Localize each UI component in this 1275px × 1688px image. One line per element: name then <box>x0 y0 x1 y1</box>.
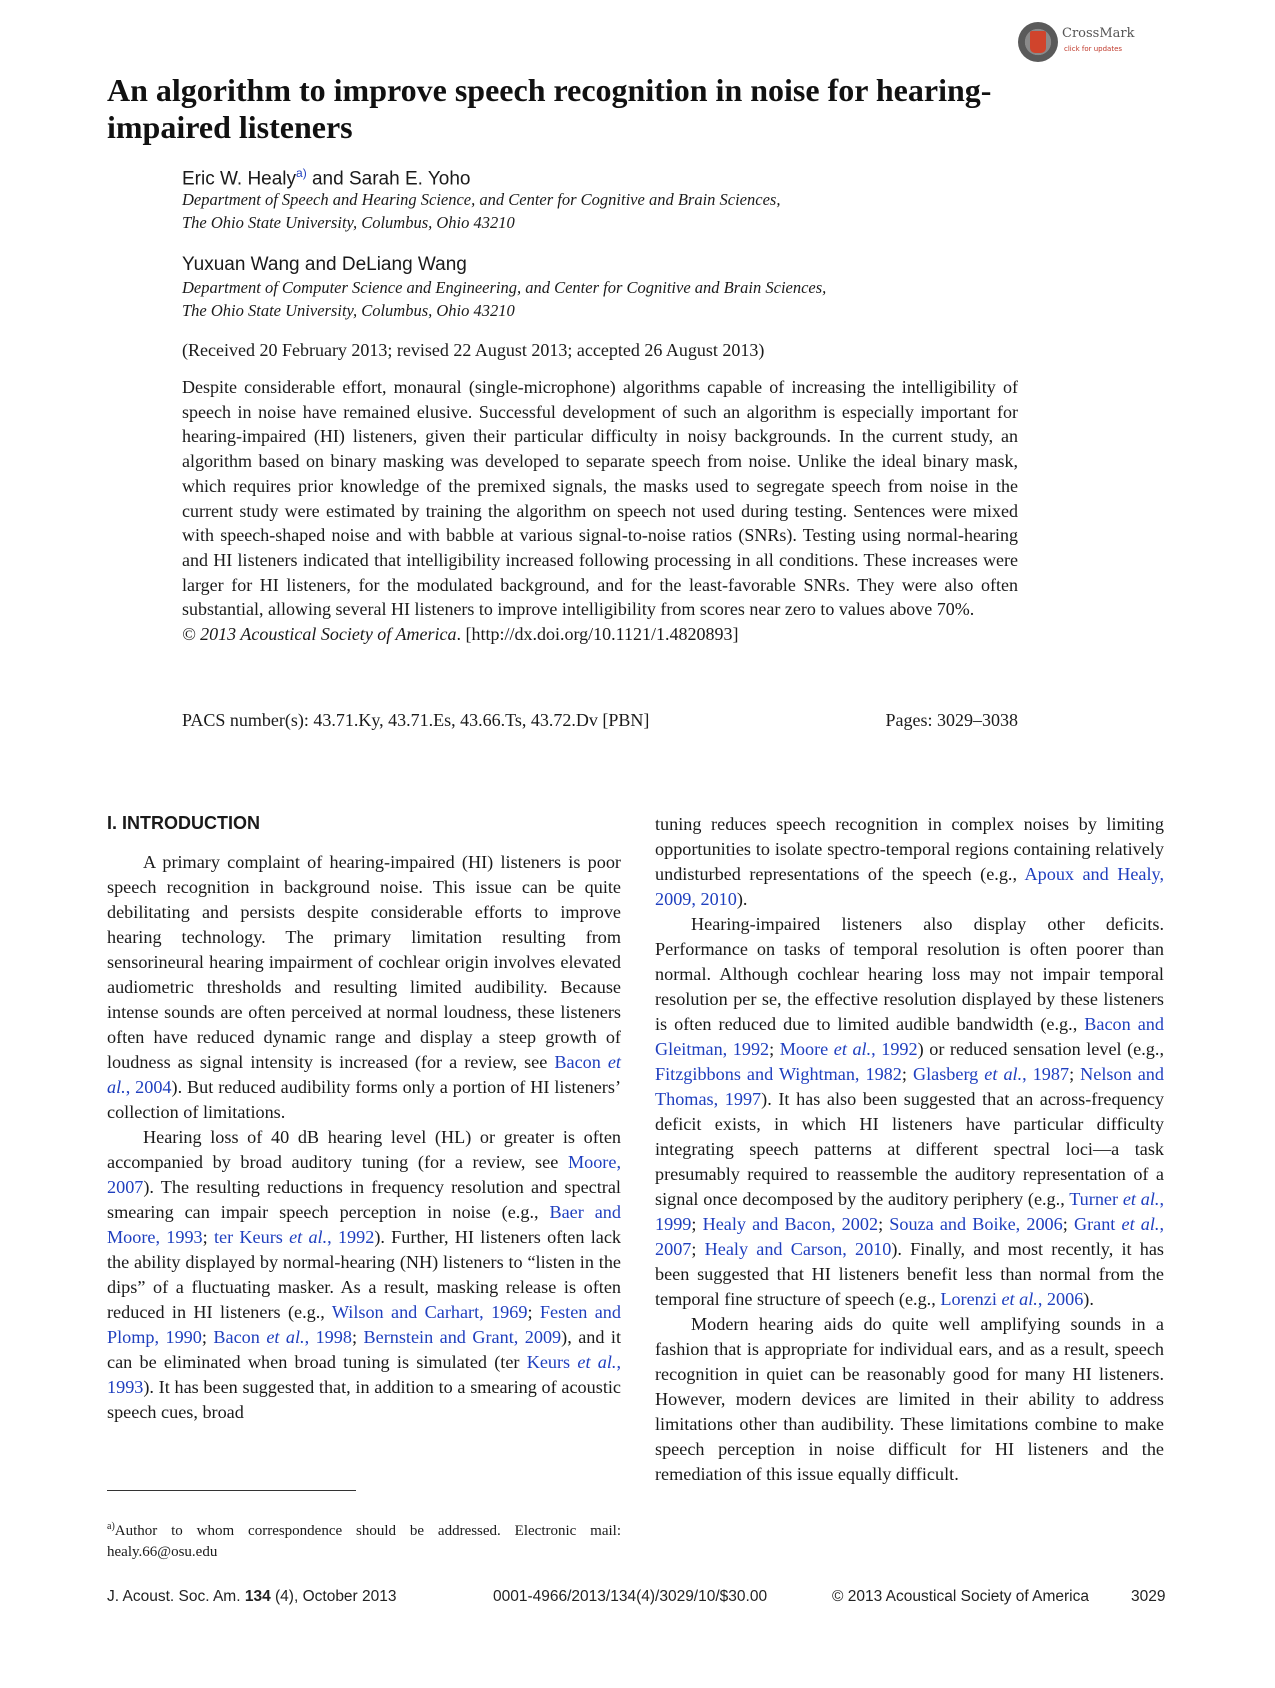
citation-link[interactable]: Keurs et al., 1993 <box>107 1352 621 1397</box>
author-names-1b: and Sarah E. Yoho <box>306 168 471 190</box>
abstract <box>182 375 1018 647</box>
footer-code: 0001-4966/2013/134(4)/3029/10/$30.00 <box>493 1588 768 1605</box>
citation-link[interactable]: Moore et al., 1992 <box>779 1039 918 1059</box>
received-dates: (Received 20 February 2013; revised 22 August 2013; accepted 26 August 2013) <box>182 340 765 360</box>
affiliation-1-dept: Department of Speech and Hearing Science, and Center for Cognitive and Brain Sciences, <box>182 190 781 209</box>
crossmark-sublabel: click for updates <box>1064 45 1123 53</box>
citation-link[interactable]: Souza and Boike, 2006 <box>889 1214 1063 1234</box>
citation-link[interactable]: Fitzgibbons and Wightman, 1982 <box>655 1064 902 1084</box>
page-range: Pages: 3029–3038 <box>885 710 1018 730</box>
crossmark-icon <box>1018 22 1058 62</box>
doi-link[interactable]: . [http://dx.doi.org/10.1121/1.4820893] <box>456 624 739 645</box>
citation-link[interactable]: Healy and Bacon, 2002 <box>702 1214 879 1234</box>
section-heading: I. INTRODUCTION <box>107 813 260 833</box>
citation-link[interactable]: Moore, 2007 <box>107 1152 621 1197</box>
citation-link[interactable]: Nelson and Thomas, 1997 <box>655 1064 1164 1109</box>
left-column <box>107 850 621 1425</box>
author-footnote-marker[interactable]: a) <box>296 166 307 180</box>
citation-link[interactable]: Bacon et al., 2004 <box>107 1052 621 1097</box>
footnote-marker: a) <box>107 1521 115 1532</box>
affiliation-2-dept: Department of Computer Science and Engineering, and Center for Cognitive and Brain Sciences, <box>182 278 827 297</box>
crossmark-label: CrossMark <box>1062 26 1135 41</box>
affiliation-1-univ: The Ohio State University, Columbus, Ohio 43210 <box>182 213 515 232</box>
crossmark-badge[interactable] <box>1018 20 1138 64</box>
affiliation-1 <box>182 188 1062 234</box>
author-names-1a: Eric W. Healy <box>182 168 297 190</box>
citation-link[interactable]: Bacon and Gleitman, 1992 <box>655 1014 1164 1059</box>
citation-link[interactable]: Wilson and Carhart, 1969 <box>331 1302 528 1322</box>
paragraph: Hearing-impaired listeners also display other deficits. Performance on tasks of temporal resolution is often poorer than normal. Although cochlear hearing loss may not impair temporal resolution per se, the effective resolution displayed by these listeners is often reduced due to limited audible bandwidth (e.g., Bacon and Gleitman, 1992; Moore et al., 1992) or reduced sensation level (e.g., Fitzgibbons and Wightman, 1982; Glasberg et al., 1987; Nelson and Thomas, 1997). It has also been suggested that an across-frequency deficit exists, in which HI listeners have particular difficulty integrating speech patterns at different spectral loci—a task presumably required to reassemble the auditory representation of a signal once decomposed by the auditory periphery (e.g., Turner et al., 1999; Healy and Bacon, 2002; Souza and Boike, 2006; Grant et al., 2007; Healy and Carson, 2010). Finally, and most recently, it has been suggested that HI listeners benefit less than normal from the temporal fine structure of speech (e.g., Lorenzi et al., 2006). <box>655 914 1165 1309</box>
paragraph: A primary complaint of hearing-impaired (HI) listeners is poor speech recognition in background noise. This issue can be quite debilitating and persists despite considerable efforts to improve hearing technology. The primary limitation resulting from sensorineural hearing impairment of cochlear origin involves elevated audiometric thresholds and resulting limited audibility. Because intense sounds are often perceived at normal loudness, these listeners often have reduced dynamic range and display a steep growth of loudness as signal intensity is increased (for a review, see Bacon et al., 2004). But reduced audibility forms only a portion of HI listeners’ collection of limitations. <box>107 852 621 1122</box>
abstract-copyright: © 2013 Acoustical Society of America <box>182 624 457 645</box>
citation-link[interactable]: ter Keurs et al., 1992 <box>213 1227 375 1247</box>
citation-link[interactable]: Glasberg et al., 1987 <box>912 1064 1070 1084</box>
citation-link[interactable]: Festen and Plomp, 1990 <box>107 1302 621 1347</box>
paragraph: Modern hearing aids do quite well amplifying sounds in a fashion that is appropriate for individual ears, and as a result, speech recognition in quiet can be reasonably good for many HI listeners. However, modern devices are limited in their ability to address limitations other than audibility. These limitations combine to make speech perception in noise difficult for HI listeners and the remediation of this issue equally difficult. <box>655 1314 1164 1484</box>
abstract-text: Despite considerable effort, monaural (single-microphone) algorithms capable of increasing the intelligibility of speech in noise have remained elusive. Successful development of such an algorithm is especially important for hearing-impaired (HI) listeners, given their particular difficulty in noisy backgrounds. In the current study, an algorithm based on binary masking was developed to separate speech from noise. Unlike the ideal binary mask, which requires prior knowledge of the premixed signals, the masks used to segregate speech from noise in the current study were estimated by training the algorithm on speech not used during testing. Sentences were mixed with speech-shaped noise and with babble at various signal-to-noise ratios (SNRs). Testing using normal-hearing and HI listeners indicated that intelligibility increased following processing in all conditions. These increases were larger for HI listeners, for the modulated background, and for the least-favorable SNRs. They were also often substantial, allowing several HI listeners to improve intelligibility from scores near zero to values above 70%. <box>182 377 1018 620</box>
page-number: 3029 <box>1131 1588 1166 1605</box>
footnote <box>107 1516 621 1563</box>
citation-link[interactable]: Baer and Moore, 1993 <box>107 1202 621 1247</box>
footnote-divider <box>107 1490 356 1491</box>
citation-link[interactable]: Turner et al., 1999 <box>655 1189 1164 1234</box>
affiliation-2 <box>182 276 1062 322</box>
affiliation-2-univ: The Ohio State University, Columbus, Ohio 43210 <box>182 301 515 320</box>
citation-link[interactable]: Lorenzi et al., 2006 <box>940 1289 1084 1309</box>
abstract-copyright-line <box>182 622 1018 647</box>
citation-link[interactable]: Healy and Carson, 2010 <box>704 1239 892 1259</box>
author-line-1 <box>182 166 470 190</box>
footer-volume: 134 <box>244 1588 271 1605</box>
paragraph: tuning reduces speech recognition in complex noises by limiting opportunities to isolate spectro-temporal regions containing relatively undisturbed representations of the speech (e.g., Apoux and Healy, 2009, 2010). <box>655 814 1164 909</box>
paper-title: An algorithm to improve speech recognition in noise for hearing-impaired listeners <box>107 72 992 145</box>
paragraph: Hearing loss of 40 dB hearing level (HL) or greater is often accompanied by broad auditory tuning (for a review, see Moore, 2007). The resulting reductions in frequency resolution and spectral smearing can impair speech perception in noise (e.g., Baer and Moore, 1993; ter Keurs et al., 1992). Further, HI listeners often lack the ability displayed by normal-hearing (NH) listeners to “listen in the dips” of a fluctuating masker. As a result, masking release is often reduced in HI listeners (e.g., Wilson and Carhart, 1969; Festen and Plomp, 1990; Bacon et al., 1998; Bernstein and Grant, 2009), and it can be eliminated when broad tuning is simulated (ter Keurs et al., 1993). It has been suggested that, in addition to a smearing of acoustic speech cues, broad <box>107 1127 622 1422</box>
pacs-numbers: PACS number(s): 43.71.Ky, 43.71.Es, 43.66.Ts, 43.72.Dv [PBN] <box>182 710 650 730</box>
citation-link[interactable]: Bernstein and Grant, 2009 <box>363 1327 562 1347</box>
right-column <box>655 812 1164 1487</box>
footnote-text: Author to whom correspondence should be addressed. Electronic mail: healy.66@osu.edu <box>107 1523 621 1560</box>
pacs-line <box>182 710 1018 731</box>
citation-link[interactable]: Grant et al., 2007 <box>655 1214 1165 1259</box>
author-line-2: Yuxuan Wang and DeLiang Wang <box>182 254 467 275</box>
citation-link[interactable]: Bacon et al., 1998 <box>213 1327 352 1347</box>
footer-copyright: © 2013 Acoustical Society of America <box>832 1588 1089 1605</box>
footer-citation: J. Acoust. Soc. Am. 134 (4), October 2013 <box>107 1588 397 1605</box>
citation-link[interactable]: Apoux and Healy, 2009, 2010 <box>655 864 1164 909</box>
